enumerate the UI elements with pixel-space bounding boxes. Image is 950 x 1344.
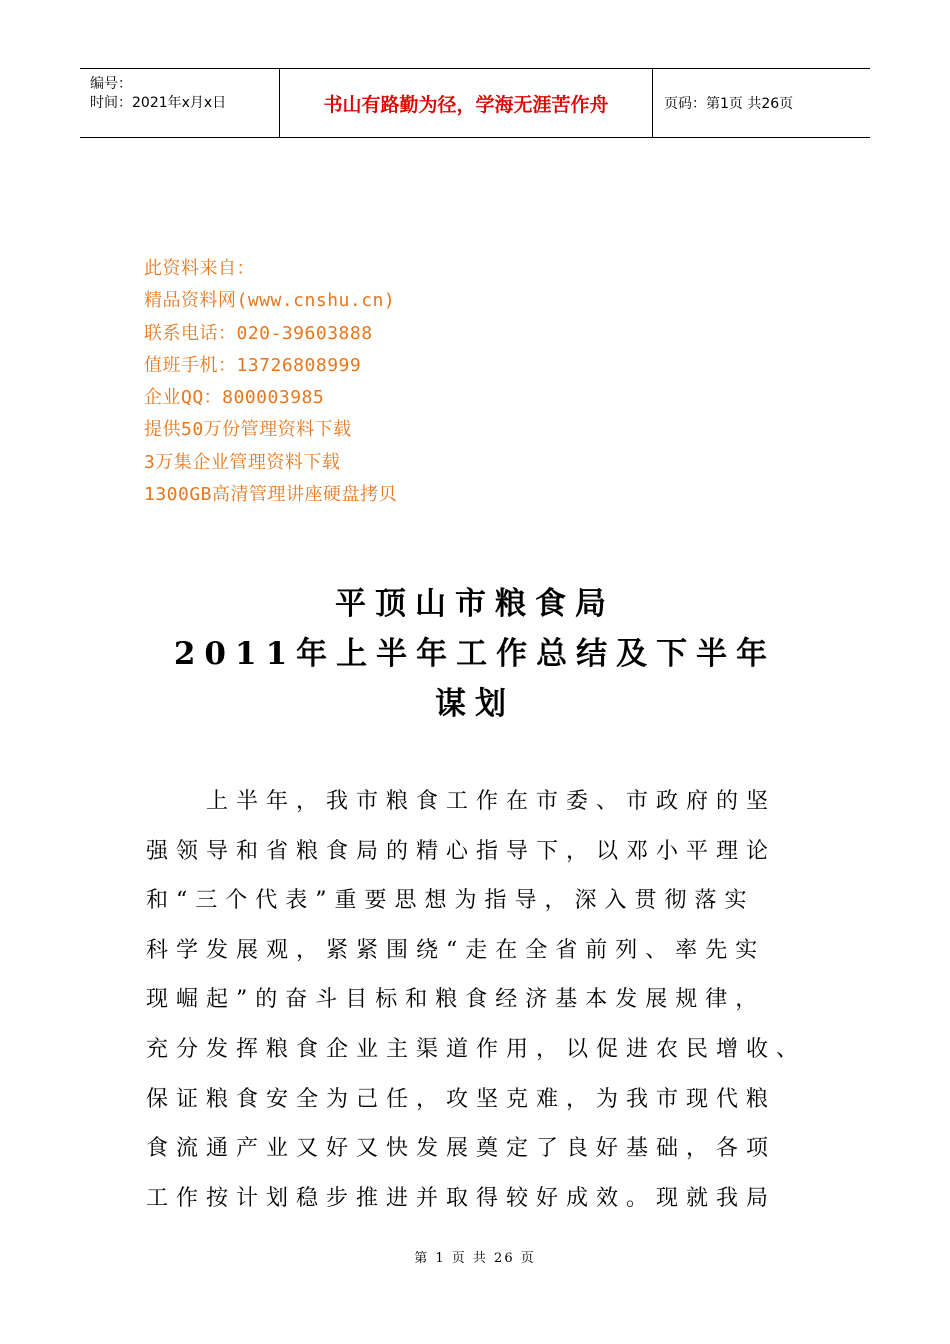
body-line: 现崛起”的奋斗目标和粮食经济基本发展规律， — [146, 987, 766, 1013]
body-line: 工作按计划稳步推进并取得较好成效。现就我局 — [146, 1185, 777, 1211]
header-page-info: 页码：第1页 共26页 — [664, 96, 794, 112]
body-line: 保证粮食安全为己任，攻坚克难，为我市现代粮 — [146, 1086, 777, 1112]
source-line: 值班手机：13726808999 — [144, 354, 362, 376]
date-label: 时间：2021年x月x日 — [90, 95, 227, 111]
body-line: 充分发挥粮食企业主渠道作用，以促进农民增收、 — [146, 1036, 807, 1062]
number-label: 编号： — [90, 76, 132, 92]
body-line: 食流通产业又好又快发展奠定了良好基础，各项 — [146, 1136, 777, 1162]
source-line: 联系电话：020-39603888 — [144, 322, 373, 344]
document-title-line-3: 谋划 — [435, 686, 515, 722]
body-line: 科学发展观，紧紧围绕“走在全省前列、率先实 — [146, 937, 766, 963]
header-meta-cell — [80, 69, 280, 137]
header-motto: 书山有路勤为径，学海无涯苦作舟 — [280, 69, 653, 137]
body-paragraph — [146, 777, 826, 1223]
body-line: 和“三个代表”重要思想为指导，深入贯彻落实 — [146, 888, 755, 914]
document-header — [80, 68, 870, 138]
page-footer: 第 1 页 共 26 页 — [414, 1251, 536, 1266]
source-line: 3万集企业管理资料下载 — [144, 451, 341, 473]
document-title-line-2: 2011年上半年工作总结及下半年 — [173, 636, 777, 672]
document-title-line-1: 平顶山市粮食局 — [335, 586, 615, 622]
body-line: 上半年，我市粮食工作在市委、市政府的坚 — [206, 789, 777, 814]
source-line: 此资料来自： — [144, 258, 255, 279]
source-line: 提供50万份管理资料下载 — [144, 419, 352, 441]
source-line: 企业QQ：800003985 — [144, 387, 325, 409]
source-info-block — [144, 253, 397, 511]
source-line: 精品资料网(www.cnshu.cn) — [144, 290, 396, 312]
source-line: 1300GB高清管理讲座硬盘拷贝 — [144, 484, 398, 506]
body-line: 强领导和省粮食局的精心指导下，以邓小平理论 — [146, 838, 777, 864]
